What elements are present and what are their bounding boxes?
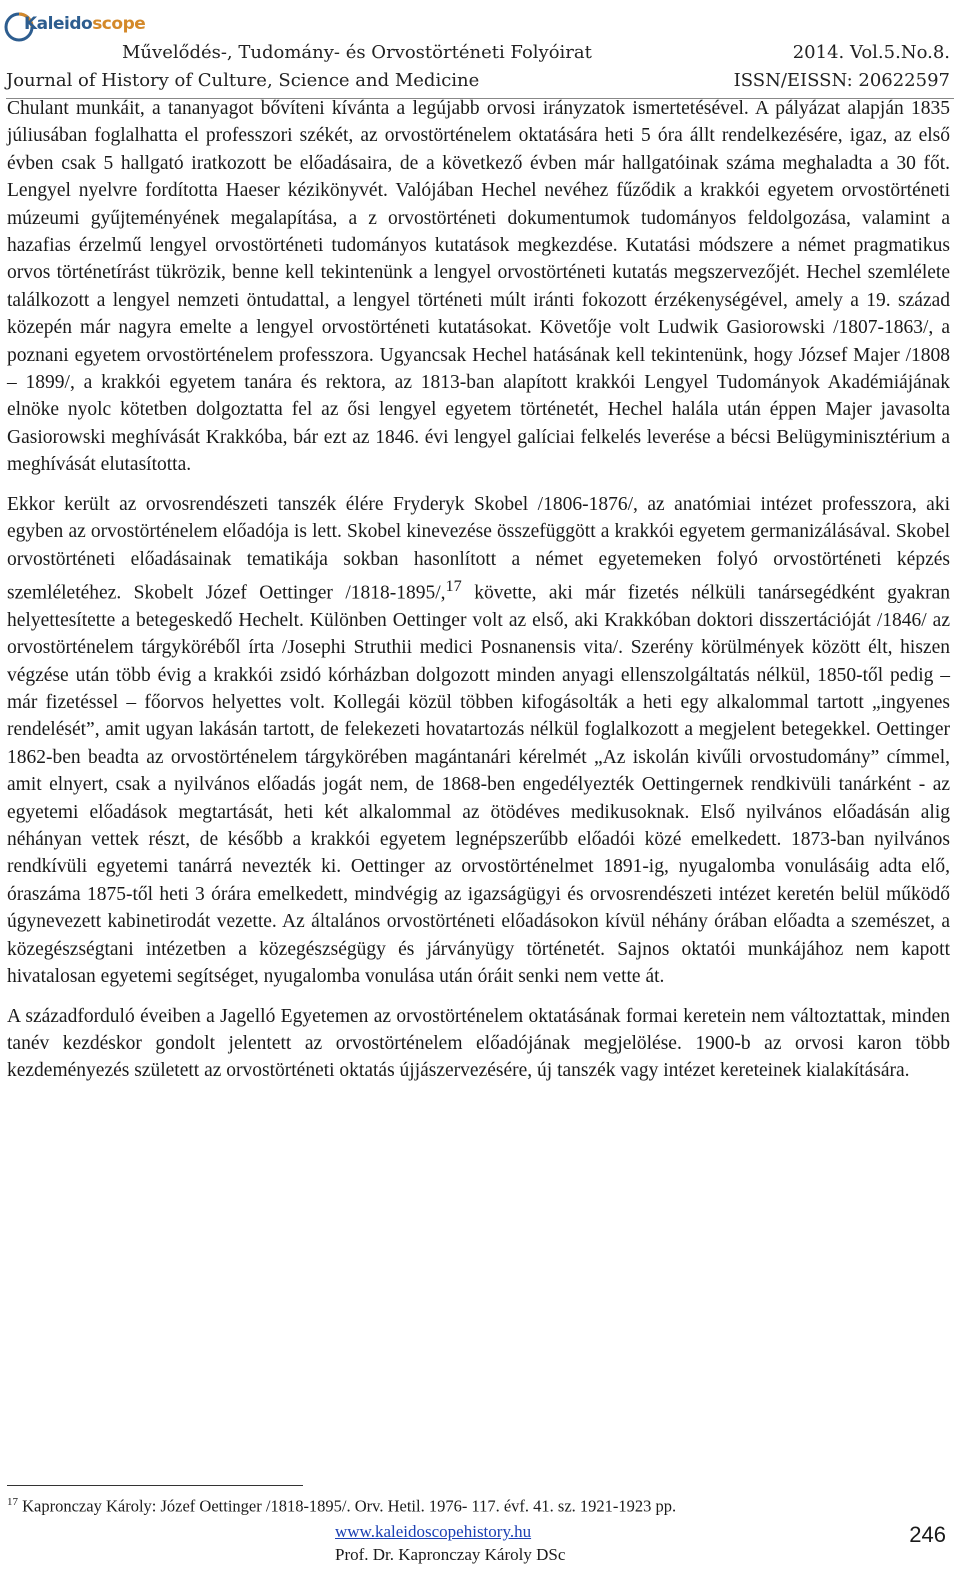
- footnote-divider: [7, 1485, 303, 1486]
- paragraph-3: A századforduló éveiben a Jagelló Egyetemen az orvostörténelem oktatásának formai keretein nem változtattak, minden tanév kezdéskor gondolt jelentett az orvostörténelem előadójának megjelölése. 1900-b az orvosi karon több kezdeményezés született az orvostörténeti oktatás újjászervezésére, új tanszék vagy intézet kereteinek kialakítására.: [7, 1005, 950, 1082]
- page-number: 246: [909, 1522, 946, 1547]
- journal-logo: [4, 8, 146, 50]
- paragraph-2: Ekkor került az orvosrendészeti tanszék élére Fryderyk Skobel /1806-1876/, az anatómiai intézet professzora, aki egyben az orvostörténelem előadója is lett. Skobel kinevezése összefüggött a krakkói egyetem germanizálásával. Skobel orvostörténeti előadásainak tematikája sokban hasonlított a német egyetemeken folyó orvostörténeti képzés szemléletéhez. Skobelt Józef Oettinger /1818-1895/,$^{17}$ követte, aki már fizetés nélküli tanársegédként gyakran helyettesítette a betegeskedő Hechelt. Különben Oettinger volt az első, aki Krakkóban doktori disszertációját /1846/ az orvostörténelem tárgyköréből írta /Josephi Struthii medici Posnanensis vita/. Szerény körülmények között élt, hiszen végzése után több évig a krakkói zsidó kórházban dolgozott minden anyagi ellenszolgáltatás nélkül, 1850-től pedig – már fizetéssel – főorvos helyettes volt. Kollegái közül többen kifogásolták a heti egy alkalommal tartott „ingyenes rendelését”, amit ugyan lakásán tartott, de felekezeti hovatartozás nélkül foglalkozott a megjelent betegekkel. Oettinger 1862-ben beadta az orvostörténelem tárgykörében magántanári kérelmét „Az iskolán kivűli orvostudomány” címmel, amit elnyert, csak a nyilvános előadás jogát nem, de 1868-ben engedélyezték Oettingernek rendkivüli tanárként - az egyetemi előadások megtartását, heti két alkalommal az ötödéves medikusoknak. Első nyilvános előadásán alig néhányan vettek részt, de később a krakkói egyetem legnépszerűbb előadói közé emelkedett. 1873-ban nyilvános rendkívüli egyetemi tanárrá nevezték ki. Oettinger az orvostörténelmet 1891-ig, nyugalomba vonulásáig adta elő, óraszáma 1875-től heti 3 órára emelkedett, mindvégig az igazságügyi és orvosrendészeti intézet keretén belül működő úgynevezett kabinetirodát vezette. Az általános orvostörténeti előadásokon kívül néhány órában előadta a szemészet, a közegészségtani intézetben a közegészségügy és járványügy történetét. Sajnos oktatói munkájához nem kapott hivatalosan egyetemi segítséget, nyugalomba vonulása után óráit senki nem vette át.: [7, 493, 951, 988]
- footnote-ref[interactable]: 17: [445, 576, 462, 595]
- article-body: [7, 95, 950, 1097]
- volume-info: 2014. Vol.5.No.8.: [792, 42, 950, 63]
- footnote: $^{17}$ Kapronczay Károly: Józef Oettinger /1818-1895/. Orv. Hetil. 1976- 117. évf. 41. sz. 1921-1923 pp.: [7, 1496, 677, 1516]
- issn-info: ISSN/EISSN: 20622597: [733, 70, 950, 91]
- logo-text: Kaleidoscope: [24, 14, 146, 34]
- journal-title-hungarian: Művelődés-, Tudomány- és Orvostörténeti Folyóirat: [122, 42, 592, 63]
- journal-title-english: Journal of History of Culture, Science and Medicine: [6, 70, 480, 91]
- footer-author: Prof. Dr. Kapronczay Károly DSc: [335, 1545, 566, 1564]
- paragraph-1: Chulant munkáit, a tananyagot bővíteni kívánta a legújabb orvosi irányzatok ismertetésével. A pályázat alapján 1835 júliusában foglalhatta el professzori székét, az orvostörténelem oktatására heti 5 óra állt rendelkezésére, igaz, az első évben csak 5 hallgató iratkozott be előadásaira, de a következő évben már hallgatóinak száma meghaladta a 30 főt. Lengyel nyelvre fordította Haeser kézikönyvét. Valójában Hechel nevéhez fűződik a krakkói egyetem orvostörténeti múzeumi gyűjteményének megalapítása, a z orvostörténeti dokumentumok tudományos feldolgozása, valamint a hazafias érzelmű lengyel orvostörténeti tudományos kutatások megkezdése. Kutatási módszere a német pragmatikus orvos történetírást tükrözik, benne kell tekintenünk a lengyel orvostörténeti kutatás megszervezőjét. Hechel szemlélete találkozott a lengyel nemzeti öntudattal, a lengyel történeti múlt iránti fokozott érzékenységével, amely a 19. század közepén már nagyra emelte a lengyel orvostörténeti kutatásokat. Követője volt Ludwik Gasiorowski /1807-1863/, a poznani egyetem orvostörténelem professzora. Ugyancsak Hechel hatásának kell tekintenünk, hogy József Majer /1808 – 1899/, a krakkói egyetem tanára és rektora, az 1813-ban alapított krakkói Lengyel Tudományok Akadémiájának elnöke nyolc kötetben dolgoztatta fel az ősi lengyel egyetem történetét, Hechel halála után éppen Majer javasolta Gasiorowski meghívását Krakkóba, bár ezt az 1846. évi lengyel galíciai felkelés leverése a bécsi Belügyminisztérium a meghívását elutasította.: [7, 98, 950, 476]
- website-link[interactable]: www.kaleidoscopehistory.hu: [335, 1522, 532, 1541]
